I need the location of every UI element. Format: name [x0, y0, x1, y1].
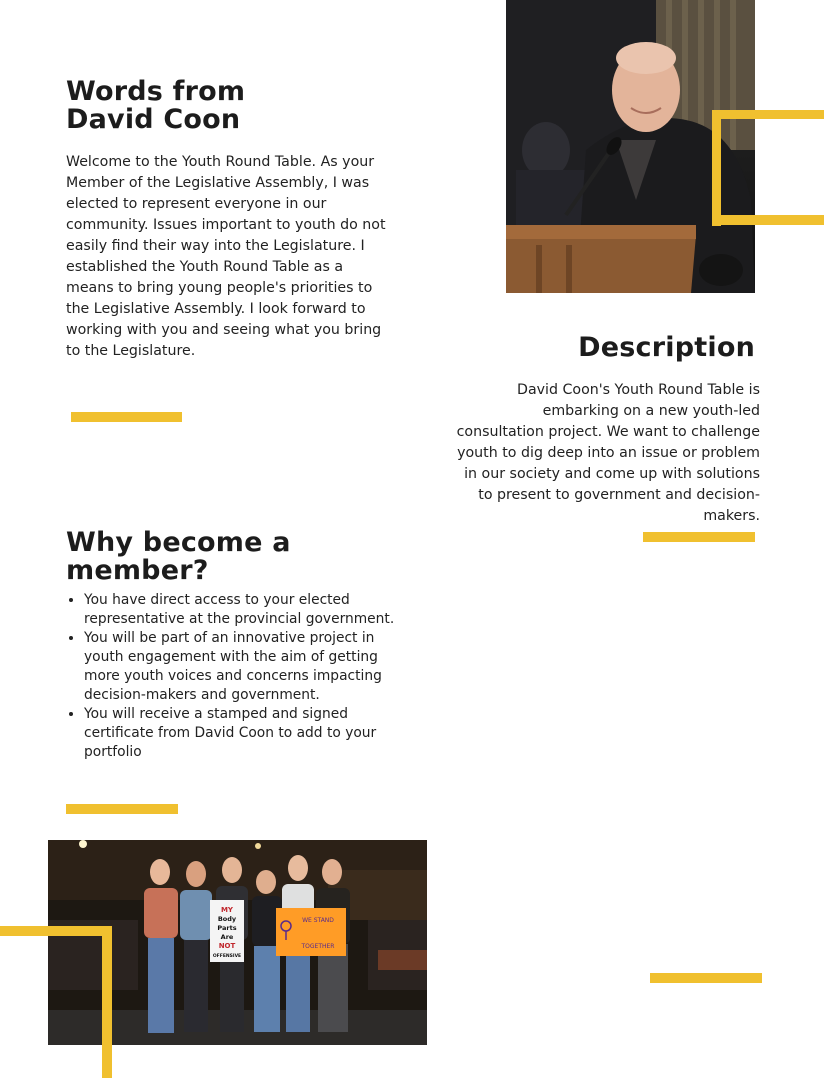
group-bracket-right [102, 926, 112, 1078]
description-body: David Coon's Youth Round Table is embarking on a new youth-led consultation project. We want to challenge youth to dig deep into an issue or problem in our society and come up with solutions to present to government and decision-makers. [456, 382, 760, 524]
group-sign-left-text-3: Parts [217, 924, 237, 932]
speaker-bracket-top [712, 110, 824, 119]
description-title: Description [578, 332, 755, 363]
words-title [66, 78, 326, 134]
member-title [66, 529, 366, 585]
words-accent-bar [71, 412, 182, 422]
group-sign-left-text-5: NOT [218, 942, 236, 950]
group-sign-left-text-1: MY [220, 906, 234, 914]
member-benefit-item: • You will receive a stamped and signed certificate from David Coon to add to your portfolio [84, 705, 408, 762]
words-body: Welcome to the Youth Round Table. As your Member of the Legislative Assembly, I was elected to represent everyone in our community. Issues important to youth do not easily find their way into the Legislature. I established the Youth Round Table as a means to bring young people's priorities to the Legislative Assembly. I look forward to working with you and seeing what you bring to the Legislature. [66, 154, 386, 359]
group-sign-right-text-1: WE STAND [302, 917, 334, 924]
description-accent-bar [643, 532, 755, 542]
member-accent-bar [66, 804, 178, 814]
speaker-bracket-bottom [712, 215, 824, 225]
footer-accent-bar [650, 973, 762, 983]
words-title-line2: David Coon [66, 104, 241, 135]
group-sign-right-text-2: TOGETHER [301, 943, 335, 950]
member-benefit-item: • You will be part of an innovative project in youth engagement with the aim of getting more youth voices and concerns impacting decision-makers and government. [84, 629, 408, 705]
words-title-line1: Words from [66, 76, 246, 107]
group-bracket-top [0, 926, 112, 936]
group-sign-left-text-4: Are [220, 933, 234, 941]
speaker-bracket-left [712, 110, 721, 226]
member-benefit-item: • You have direct access to your elected representative at the provincial government. [84, 591, 408, 629]
group-sign-left-text-2: Body [217, 915, 237, 923]
group-sign-left-text-6: OFFENSIVE [212, 954, 242, 959]
member-title-line2: member? [66, 555, 209, 586]
member-title-line1: Why become a [66, 527, 291, 558]
member-benefits-list [66, 591, 408, 762]
